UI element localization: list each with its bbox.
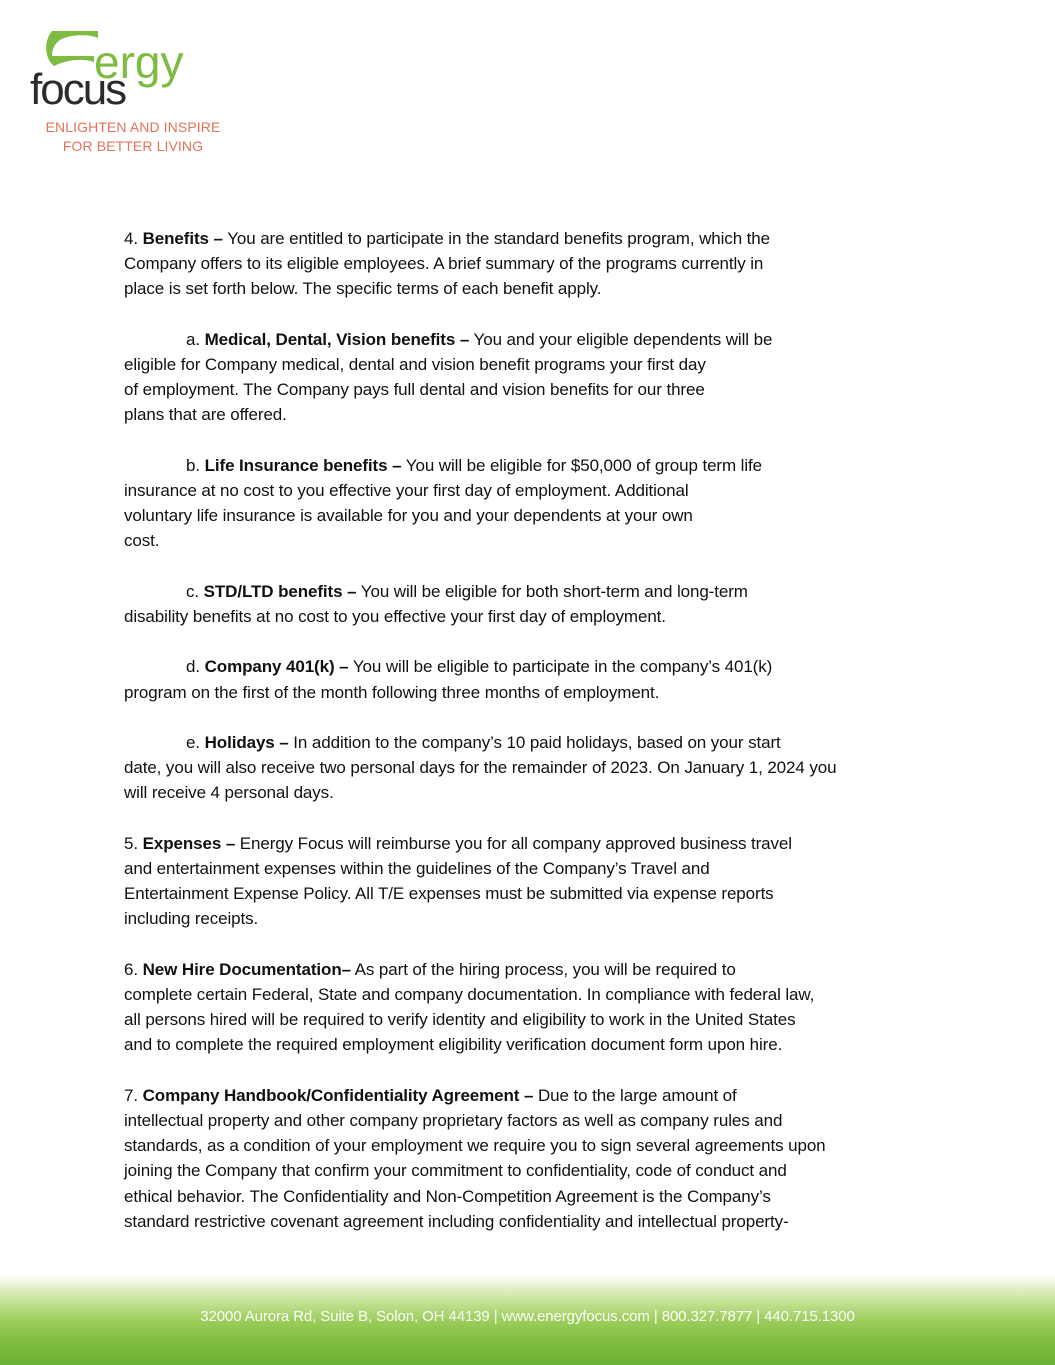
company-logo	[30, 28, 230, 158]
section-number: e.	[186, 732, 200, 752]
text-line: In addition to the company’s 10 paid holidays, based on your start	[293, 732, 781, 752]
logo-word-bottom: focus	[30, 65, 126, 108]
section-c-disability	[124, 579, 934, 629]
text-line: plans that are offered.	[124, 405, 287, 425]
section-number: a.	[186, 329, 200, 349]
leaf-e-icon	[46, 31, 98, 66]
section-5-expenses	[124, 831, 934, 932]
section-title: New Hire Documentation–	[142, 959, 351, 979]
text-line: and to complete the required employment eligibility verification document form upon hire.	[124, 1035, 783, 1055]
text-line: place is set forth below. The specific terms of each benefit apply.	[124, 279, 602, 299]
text-line: of employment. The Company pays full dental and vision benefits for our three	[124, 380, 705, 400]
section-b-life-insurance	[124, 453, 934, 554]
text-line: You and your eligible dependents will be	[473, 329, 773, 349]
text-line: and entertainment expenses within the guidelines of the Company’s Travel and	[124, 858, 710, 878]
section-number: 5.	[124, 833, 138, 853]
section-title: STD/LTD benefits –	[203, 581, 357, 601]
text-line: date, you will also receive two personal days for the remainder of 2023. On January 1, 2024 you	[124, 758, 837, 778]
letter-body	[124, 226, 934, 1259]
section-title: Benefits –	[142, 229, 223, 248]
text-line: You will be eligible to participate in the company’s 401(k)	[352, 657, 773, 677]
section-title: Company 401(k) –	[204, 657, 349, 677]
text-line: including receipts.	[124, 909, 259, 929]
text-line: As part of the hiring process, you will be required to	[354, 959, 736, 979]
section-title: Holidays –	[204, 732, 289, 752]
text-line: program on the first of the month following three months of employment.	[124, 682, 660, 702]
section-number: 4.	[124, 229, 138, 248]
text-line: joining the Company that confirm your commitment to confidentiality, code of conduct and	[124, 1161, 787, 1181]
section-title: Medical, Dental, Vision benefits –	[204, 329, 470, 349]
text-line: complete certain Federal, State and company documentation. In compliance with federal law,	[124, 984, 815, 1004]
section-e-holidays	[124, 730, 934, 806]
section-6-new-hire	[124, 957, 934, 1058]
footer-contact-info: 32000 Aurora Rd, Suite B, Solon, OH 44139 | www.energyfocus.com | 800.327.7877 | 440.715.1300	[200, 1308, 855, 1325]
text-line: Due to the large amount of	[537, 1085, 737, 1105]
text-line: voluntary life insurance is available for you and your dependents at your own	[124, 506, 693, 526]
text-line: insurance at no cost to you effective your first day of employment. Additional	[124, 481, 689, 500]
text-line: intellectual property and other company proprietary factors as well as company rules and	[124, 1110, 783, 1130]
text-line: You will be eligible for both short-term and long-term	[360, 581, 748, 601]
section-number: b.	[186, 455, 200, 475]
section-d-401k	[124, 654, 934, 704]
text-line: will receive 4 personal days.	[124, 783, 334, 803]
section-7-handbook	[124, 1083, 934, 1234]
section-number: 6.	[124, 959, 138, 979]
text-line: Energy Focus will reimburse you for all company approved business travel	[239, 833, 792, 853]
text-line: You will be eligible for $50,000 of group term life	[405, 455, 762, 475]
text-line: standard restrictive covenant agreement including confidentiality and intellectual property-	[124, 1211, 789, 1231]
text-line: ethical behavior. The Confidentiality and Non-Competition Agreement is the Company’s	[124, 1186, 771, 1206]
section-number: d.	[186, 657, 200, 677]
section-title: Company Handbook/Confidentiality Agreement –	[142, 1085, 534, 1105]
text-line: eligible for Company medical, dental and vision benefit programs your first day	[124, 355, 706, 374]
section-number: 7.	[124, 1085, 138, 1105]
section-4-benefits	[124, 226, 934, 302]
section-title: Life Insurance benefits –	[204, 455, 402, 475]
footer-band	[0, 1275, 1055, 1365]
logo-tagline	[30, 118, 236, 156]
section-number: c.	[186, 581, 200, 601]
tagline-line-2: FOR BETTER LIVING	[62, 138, 204, 154]
tagline-line-1: ENLIGHTEN AND INSPIRE	[45, 119, 221, 135]
text-line: cost.	[124, 531, 160, 551]
text-line: all persons hired will be required to verify identity and eligibility to work in the United States	[124, 1010, 796, 1030]
text-line: Company offers to its eligible employees. A brief summary of the programs currently in	[124, 254, 764, 274]
text-line: disability benefits at no cost to you effective your first day of employment.	[124, 607, 666, 626]
energy-focus-logo-icon	[30, 28, 230, 108]
section-a-medical	[124, 327, 934, 428]
section-title: Expenses –	[142, 833, 236, 853]
logo-word-top: ergy	[94, 36, 184, 88]
text-line: Entertainment Expense Policy. All T/E expenses must be submitted via expense reports	[124, 884, 774, 904]
text-line: standards, as a condition of your employment we require you to sign several agreements upon	[124, 1136, 826, 1156]
text-line: You are entitled to participate in the standard benefits program, which the	[227, 229, 771, 248]
